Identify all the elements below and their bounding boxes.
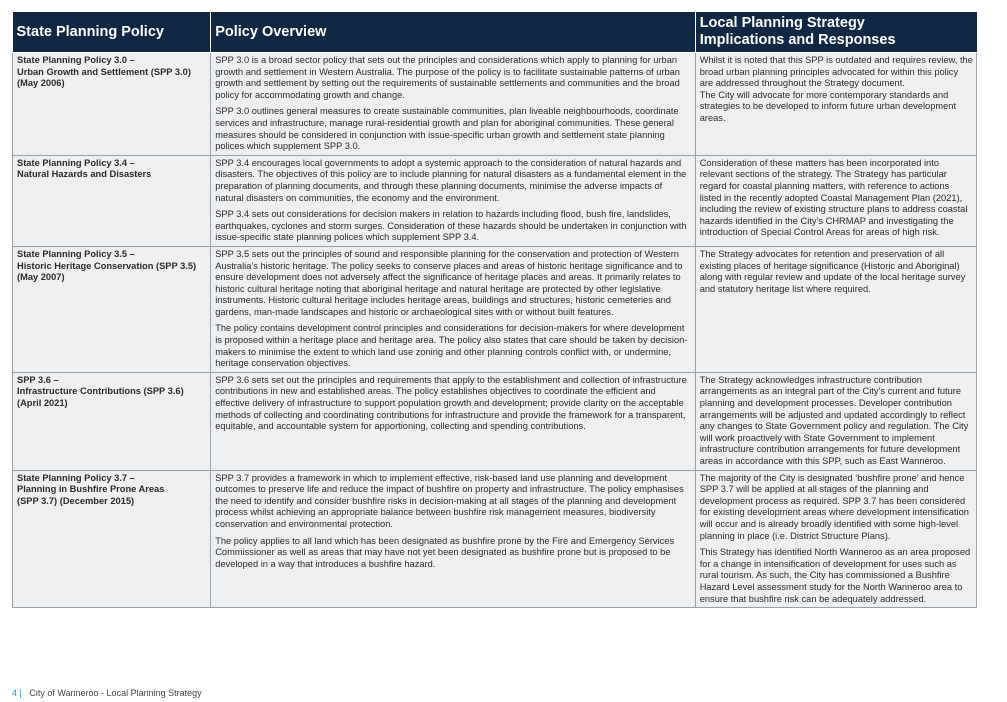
- policy-overview: [211, 246, 696, 372]
- response-paragraph: The majority of the City is designated ‘bushfire prone’ and hence SPP 3.7 will be applied at all stages of the planning and development process as required. SPP 3.7 has been considered for existing development areas where development intensification will occur and is already broadly identified with some high-level planning in place (i.e. District Structure Plans).: [699, 472, 969, 541]
- overview-paragraph: SPP 3.4 encourages local governments to adopt a systemic approach to the consideration of natural hazards and disasters. The objectives of this policy are to include planning for natural disasters as a fundamental element in the preparation of planning documents, and through these planning documents, minimise the adverse impacts of natural disasters on communities, the economy and the environment.: [215, 157, 687, 203]
- response-paragraph: The Strategy acknowledges infrastructure contribution arrangements as an integral part of the City’s current and future planning and development processes. Developer contribution arrangements will be adjusted and updated accordingly to reflect any changes to State Government policy and regulation. The City will work proactively with State Government to implement infrastructure contribution arrangements for future development areas in accordance with this SPP, such as East Wanneroo.: [699, 374, 969, 466]
- policy-name: State Planning Policy 3.5 – Historic Heritage Conservation (SPP 3.5) (May 2007): [13, 246, 211, 372]
- table-row: [13, 155, 977, 246]
- table-header-row: [13, 12, 977, 53]
- overview-paragraph: SPP 3.6 sets set out the principles and requirements that apply to the establishment and collection of infrastructure contributions in new and established areas. The policy establishes objectives to coordinate the efficient and effective delivery of infrastructure to support population growth and development; provide clarity on the acceptable methods of collecting and coordinating contributions for infrastructure and provide the framework for a transparent, equitable, and accountable system for apportioning, collecting and spending contributions.: [215, 374, 687, 432]
- table-row: [13, 53, 977, 156]
- strategy-response: [695, 470, 976, 608]
- header-policy-overview: Policy Overview: [211, 12, 696, 53]
- response-paragraph: Whilst it is noted that this SPP is outdated and requires review, the broad urban planning principles advocated for within this policy are addressed throughout the Strategy document. The City will advocate for more contemporary standards and strategies to be developed to inform future urban development areas.: [699, 55, 973, 123]
- overview-paragraph: SPP 3.0 is a broad sector policy that sets out the principles and considerations which apply to planning for urban growth and settlement in Western Australia. The purpose of the policy is to facilitate sustainable patterns of urban growth and settlement by setting out the requirements of sustainable settlements and communities and the broad policy for accommodating growth and change.: [215, 55, 680, 100]
- document-title: City of Wanneroo - Local Planning Strategy: [29, 688, 202, 698]
- table-row: [13, 470, 977, 608]
- overview-paragraph: SPP 3.5 sets out the principles of sound and responsible planning for the conservation and protection of Western Australia’s historic heritage. The policy seeks to conserve places and areas of historic heritage significance and to ensure development does not adversely affect the significance of heritage places and areas. It primarily relates to historic cultural heritage noting that aboriginal heritage and natural heritage are protected by other legislative instruments. Historic cultural heritage includes heritage areas, buildings and structures, historic cemeteries and gardens, man-made landscapes and historic or archaeological sites with or without built features.: [215, 248, 683, 317]
- strategy-response: [695, 53, 976, 156]
- policy-name: State Planning Policy 3.7 – Planning in Bushfire Prone Areas (SPP 3.7) (December 2015): [13, 470, 211, 608]
- policy-overview: [211, 155, 696, 246]
- overview-paragraph: SPP 3.7 provides a framework in which to implement effective, risk-based land use planning and development outcomes to preserve life and reduce the impact of bushfire on property and infrastructure. The policy emphasises the need to identify and consider bushfire risks in decision-making at all stages of the planning and development process whilst achieving an appropriate balance between bushfire risk management measures, biodiversity conservation and environmental protection.: [215, 472, 684, 529]
- response-paragraph: Consideration of these matters has been incorporated into relevant sections of the strategy. The Strategy has particular regard for coastal planning matters, with reference to actions listed in the recently adopted Coastal Management Plan (2021), including the review of existing structure plans to address coastal hazards identified in the City’s CHRMAP and investigating the introduction of Special Control Areas for areas of high risk.: [699, 157, 968, 238]
- page-footer: [12, 688, 202, 699]
- strategy-response: [695, 155, 976, 246]
- overview-paragraph: SPP 3.0 outlines general measures to create sustainable communities, plan liveable neighbourhoods, coordinate services and infrastructure, manage rural-residential growth and plan for aboriginal communities. These general measures should be considered in conjunction with issue-specific urban growth and settlement state planning polices which supplement SPP 3.0.: [215, 106, 679, 152]
- strategy-response: [695, 246, 976, 372]
- table-row: [13, 372, 977, 470]
- response-paragraph: The Strategy advocates for retention and preservation of all existing places of heritage significance (Historic and Aboriginal) along with regular review and update of the local heritage survey and statutory heritage list where required.: [699, 248, 966, 294]
- policy-name: SPP 3.6 – Infrastructure Contributions (SPP 3.6) (April 2021): [13, 372, 211, 470]
- response-paragraph: This Strategy has identified North Wanneroo as an area proposed for a change in intensification of development for uses such as rural tourism. As such, the City has commissioned a Bushfire Hazard Level assessment study for the North Wanneroo area to ensure that bushfire risk can be adequately addressed.: [699, 547, 971, 604]
- policy-table: [12, 12, 977, 608]
- policy-overview: [211, 470, 696, 608]
- page-number: 4 |: [12, 688, 22, 698]
- header-implications-responses: Local Planning Strategy Implications and Responses: [695, 12, 976, 53]
- overview-paragraph: SPP 3.4 sets out considerations for decision makers in relation to hazards including flood, bush fire, landslides, earthquakes, cyclones and storm surges. Consideration of these hazards should be undertaken in conjunction with issue-specific state planning polices which supplement SPP 3.4.: [215, 209, 687, 243]
- header-state-planning-policy: State Planning Policy: [13, 12, 211, 53]
- table-row: [13, 246, 977, 372]
- overview-paragraph: The policy contains development control principles and considerations for decision-makers for where development is proposed within a heritage place and heritage area. The policy also states that care should be taken by decision-makers to minimise the extent to which land use zoning and other planning controls conflict with, or undermine, heritage conservation objectives.: [215, 323, 688, 369]
- policy-name: State Planning Policy 3.4 – Natural Hazards and Disasters: [13, 155, 211, 246]
- strategy-response: [695, 372, 976, 470]
- policy-overview: [211, 53, 696, 156]
- policy-overview: [211, 372, 696, 470]
- policy-name: State Planning Policy 3.0 – Urban Growth and Settlement (SPP 3.0) (May 2006): [13, 53, 211, 156]
- overview-paragraph: The policy applies to all land which has been designated as bushfire prone by the Fire and Emergency Services Commissioner as well as areas that may have not yet been designated as bushfire prone but is proposed to be developed in a way that introduces a bushfire hazard.: [215, 535, 675, 569]
